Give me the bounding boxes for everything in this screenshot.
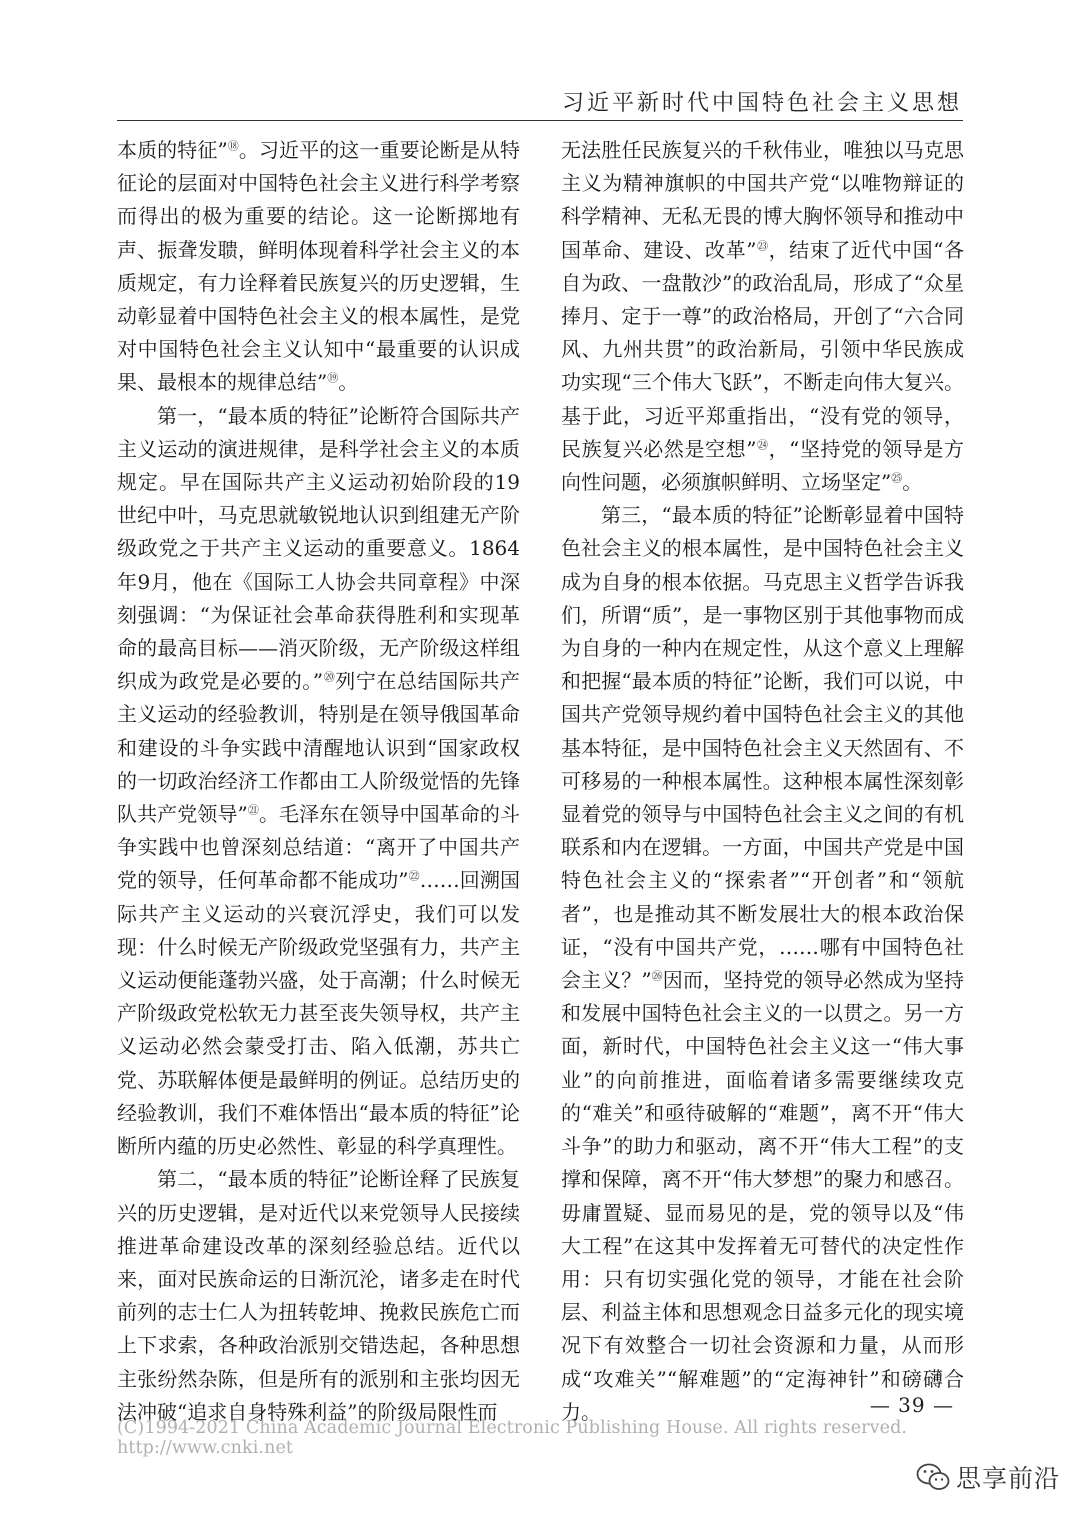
footnote-ref: ㉕ — [891, 471, 903, 485]
text-run: ，“坚持党的领导是方向性问题，必须旗帜鲜明、立场坚定” — [561, 436, 964, 495]
paragraph — [561, 134, 964, 499]
text-run: 第一，“最本质的特征”论断符合国际共产主义运动的演进规律，是科学社会主义的本质规定。早在国际共产主义运动初始阶段的19世纪中叶，马克思就敏锐地认识到组建无产阶级政党之于共产主义运动的重要意义。1864年9月，他在《国际工人协会共同章程》中深刻强调：“为保证社会革命获得胜利和实现革命的最高目标——消灭阶级，无产阶级这样组织成为政党是必要的。” — [117, 403, 520, 694]
footnote-ref: ⑲ — [327, 371, 339, 385]
text-run: ……回溯国际共产主义运动的兴衰沉浮史，我们可以发现：什么时候无产阶级政党坚强有力，共产主义运动便能蓬勃兴盛，处于高潮；什么时候无产阶级政党松软无力甚至丧失领导权，共产主义运动必然会蒙受打击、陷入低潮，苏共亡党、苏联解体便是最鲜明的例证。总结历史的经验教训，我们不难体悟出“最本质的特征”论断所内蕴的历史必然性、彰显的科学真理性。 — [117, 868, 520, 1159]
footnote-ref: ⑳ — [323, 670, 336, 684]
text-run: 无法胜任民族复兴的千秋伟业，唯独以马克思主义为精神旗帜的中国共产党“以唯物辩证的科学精神、无私无畏的博大胸怀领导和推动中国革命、建设、改革” — [561, 138, 964, 262]
footnote-ref: ㉓ — [756, 238, 769, 252]
footnote-ref: ⑱ — [227, 139, 239, 153]
text-run: 列宁在总结国际共产主义运动的经验教训，特别是在领导俄国革命和建设的斗争实践中清醒地认识到“国家政权的一切政治经济工作都由工人阶级觉悟的先锋队共产党领导” — [117, 669, 521, 827]
text-run: 本质的特征” — [117, 138, 228, 162]
text-run: 。 — [902, 470, 923, 495]
text-run: 。 — [338, 370, 359, 395]
paragraph — [561, 499, 964, 1429]
paragraph — [117, 134, 520, 400]
paragraph — [117, 400, 520, 1164]
text-run: 。毛泽东在领导中国革命的斗争实践中也曾深刻总结道：“离开了中国共产党的领导，任何革命都不能成功” — [117, 802, 521, 893]
text-run: 。习近平的这一重要论断是从特征论的层面对中国特色社会主义进行科学考察而得出的极为重要的结论。这一论断掷地有声、振聋发聩，鲜明体现着科学社会主义的本质规定，有力诠释着民族复兴的历史逻辑，生动彰显着中国特色社会主义的根本属性，是党对中国特色社会主义认知中“最重要的认识成果、最根本的规律总结” — [117, 138, 521, 395]
text-run: 第三，“最本质的特征”论断彰显着中国特色社会主义的根本属性，是中国特色社会主义成为自身的根本依据。马克思主义哲学告诉我们，所谓“质”，是一事物区别于其他事物而成为自身的一种内在规定性，从这个意义上理解和把握“最本质的特征”论断，我们可以说，中国共产党领导规约着中国特色社会主义的其他基本特征，是中国特色社会主义天然固有、不可移易的一种根本属性。这种根本属性深刻彰显着党的领导与中国特色社会主义之间的有机联系和内在逻辑。一方面，中国共产党是中国特色社会主义的“探索者”“开创者”和“领航者”，也是推动其不断发展壮大的根本政治保证，“没有中国共产党，……哪有中国特色社会主义？” — [561, 503, 964, 993]
left-column — [117, 134, 520, 1429]
header-rule — [117, 120, 963, 121]
watermark-text: 思享前沿 — [956, 1464, 1061, 1493]
paragraph: 第二，“最本质的特征”论断诠释了民族复兴的历史逻辑，是对近代以来党领导人民接续推进革命建设改革的深刻经验总结。近代以来，面对民族命运的日渐沉沦，诸多走在时代前列的志士仁人为扭转乾坤、挽救民族危亡而上下求索，各种政治派别交错迭起，各种思想主张纷然杂陈，但是所有的派别和主张均因无法冲破“追求自身特殊利益”的阶级局限性而 — [117, 1167, 520, 1424]
running-header-title: 习近平新时代中国特色社会主义思想 — [561, 91, 962, 116]
footnote-ref: ㉒ — [408, 869, 420, 883]
wechat-icon — [916, 1462, 950, 1492]
page-number: — 39 — — [869, 1393, 954, 1417]
text-run: ，结束了近代中国“各自为政、一盘散沙”的政治乱局，形成了“众星捧月、定于一尊”的政治格局，开创了“六合同风、九州共贯”的政治新局，引领中华民族成功实现“三个伟大飞跃”，不断走向伟大复兴。基于此，习近平郑重指出，“没有党的领导，民族复兴必然是空想” — [561, 237, 964, 461]
copyright-notice: (C)1994-2021 China Academic Journal Electronic Publishing House. All rights reserved. http://www.cnki.net — [117, 1418, 908, 1458]
right-column — [561, 134, 964, 1429]
text-run: 因而，坚持党的领导必然成为坚持和发展中国特色社会主义的一以贯之。另一方面，新时代，中国特色社会主义这一“伟大事业”的向前推进，面临着诸多需要继续攻克的“难关”和亟待破解的“难题”，离不开“伟大斗争”的助力和驱动，离不开“伟大工程”的支撑和保障，离不开“伟大梦想”的聚力和感召。毋庸置疑、显而易见的是，党的领导以及“伟大工程”在这其中发挥着无可替代的决定性作用：只有切实强化党的领导，才能在社会阶层、利益主体和思想观念日益多元化的现实境况下有效整合一切社会资源和力量，从而形成“攻难关”“解难题”的“定海神针”和磅礴合力。 — [561, 968, 965, 1424]
footnote-ref: ㉑ — [247, 803, 259, 817]
watermark — [916, 1459, 1060, 1495]
footnote-ref: ㉔ — [756, 438, 769, 452]
footnote-ref: ㉖ — [651, 969, 663, 983]
